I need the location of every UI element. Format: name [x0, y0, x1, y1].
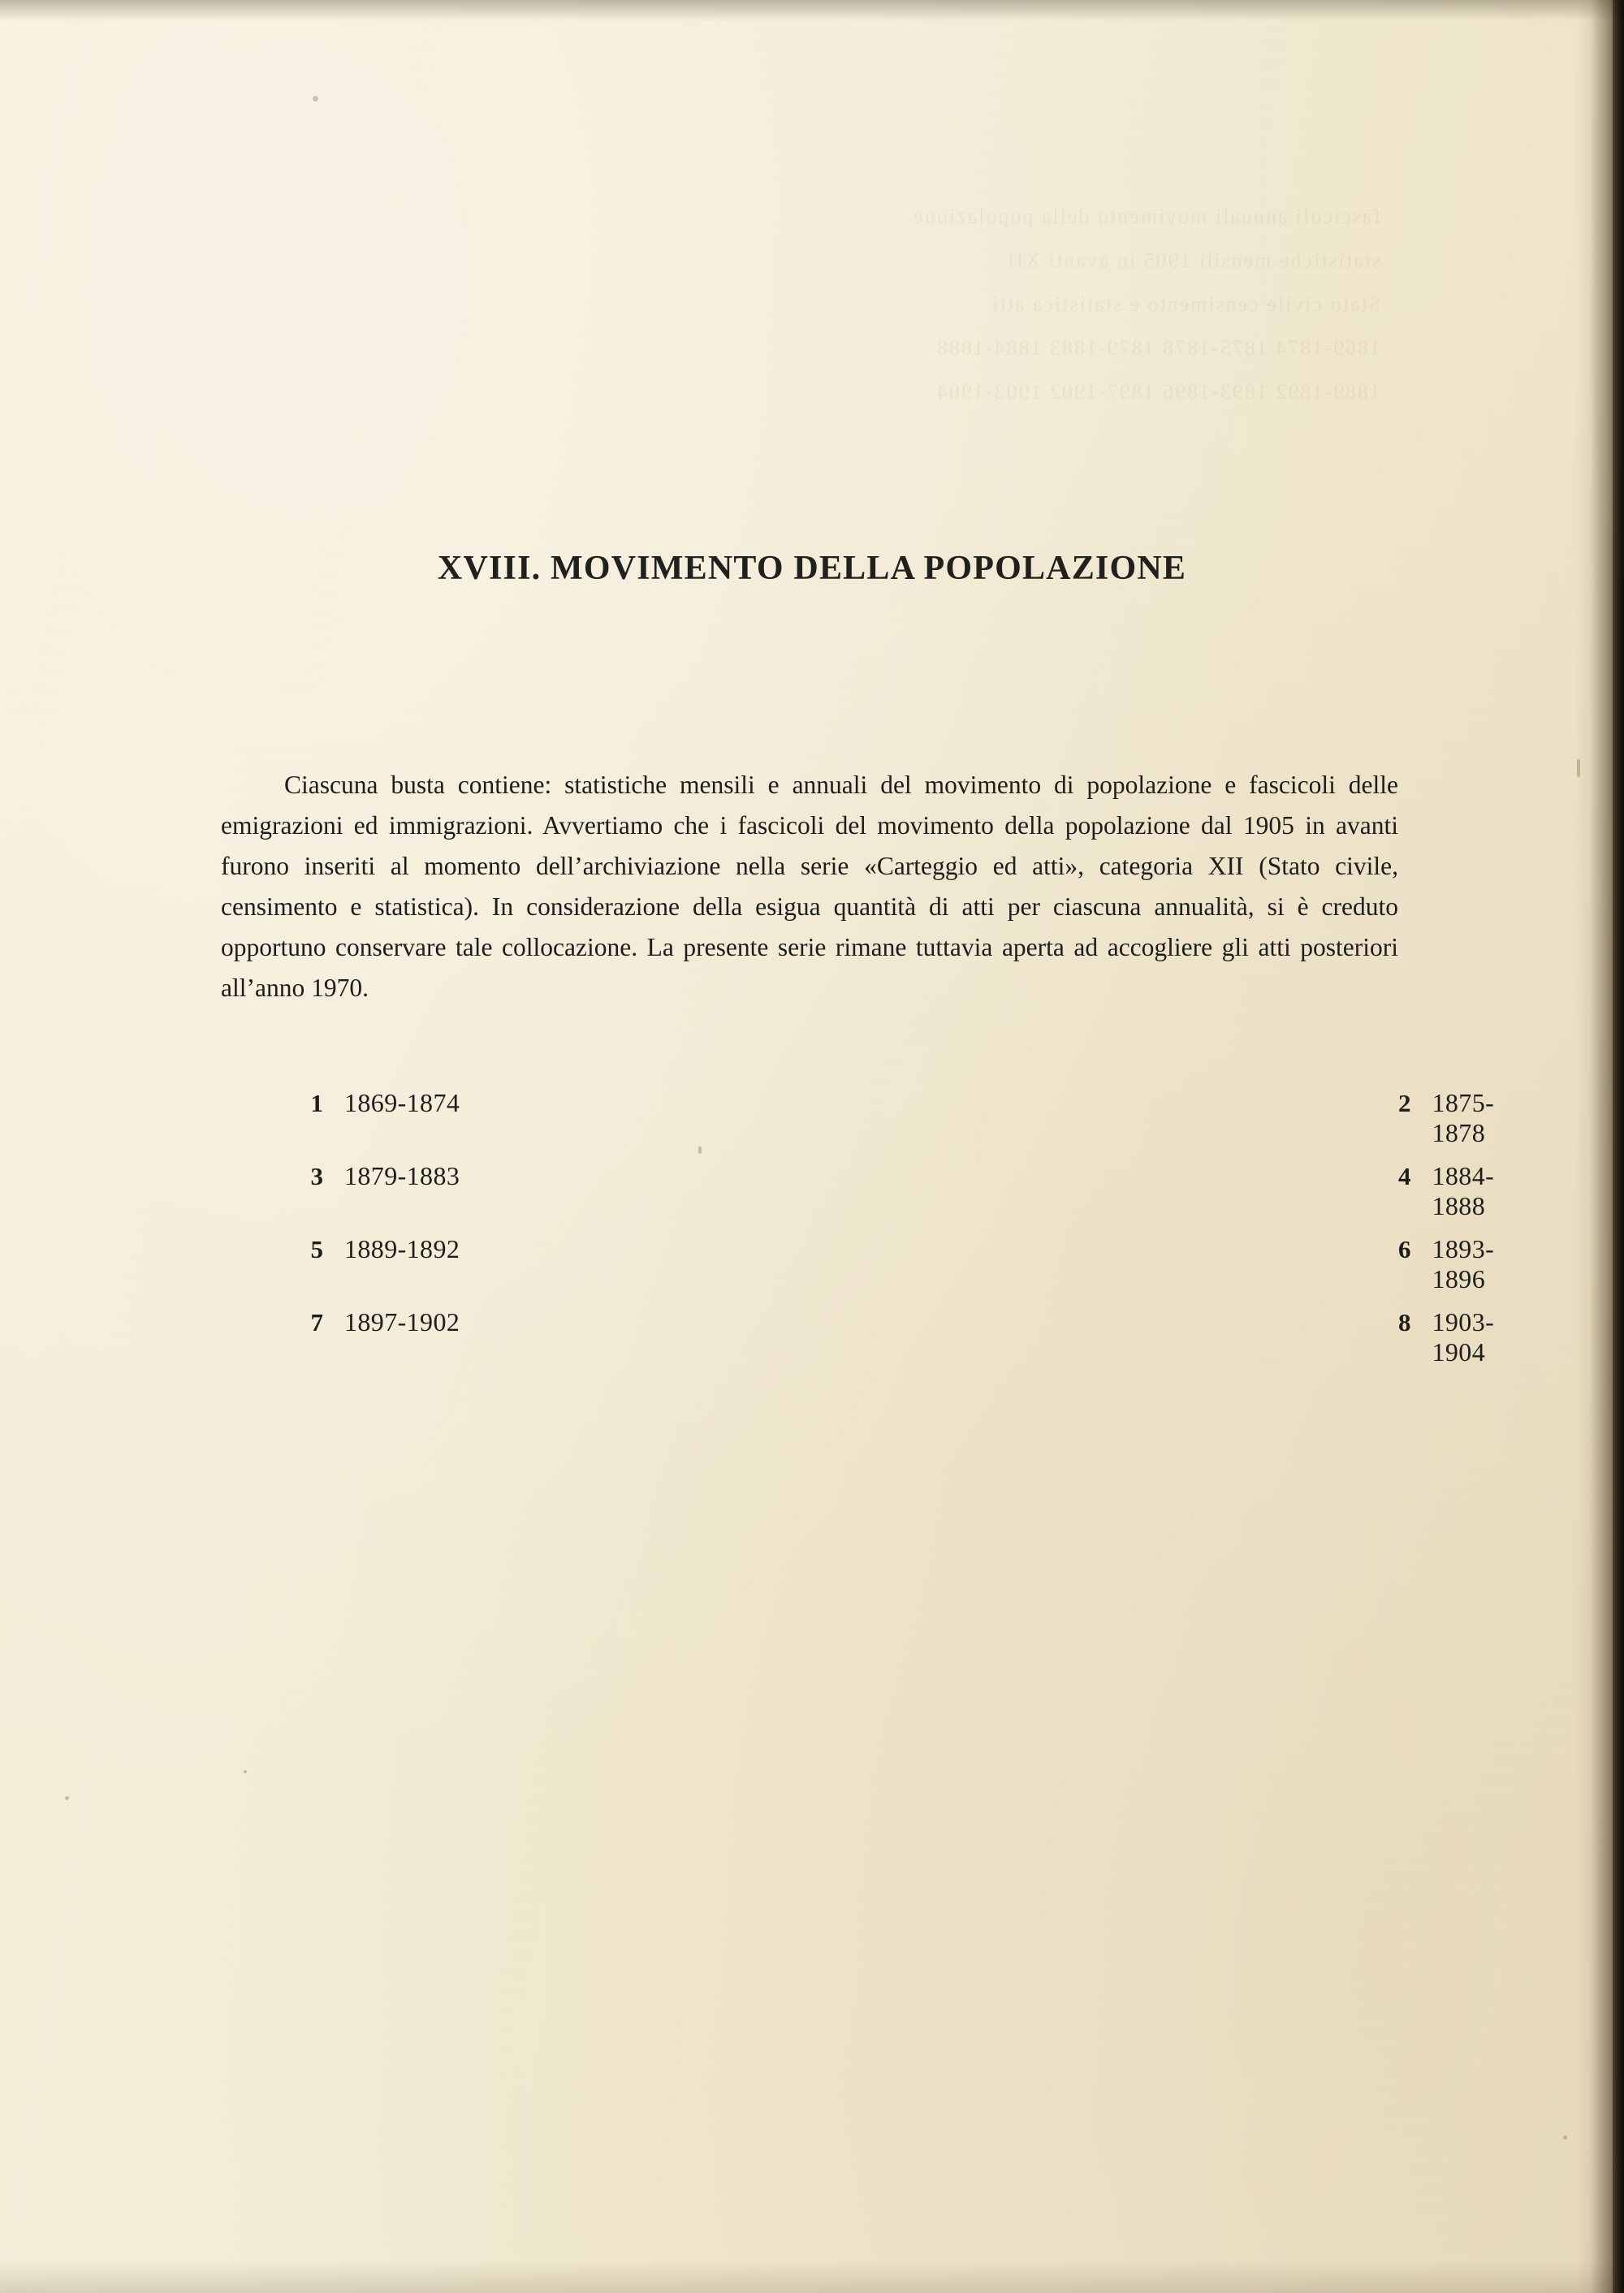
- showthrough-line: statistiche mensili 1905 in avanti XII: [1006, 248, 1380, 272]
- entry-number: 3: [310, 1162, 323, 1190]
- page-title: XVIII. MOVIMENTO DELLA POPOLAZIONE: [437, 550, 1187, 588]
- entry-number: 6: [1398, 1235, 1411, 1263]
- list-item: [710, 1161, 1495, 1221]
- entry-number: 4: [1398, 1162, 1411, 1190]
- showthrough-line: 1889-1892 1893-1896 1897-1902 1903-1904: [935, 380, 1380, 404]
- list-item: [221, 1088, 710, 1118]
- entry-number: 2: [1398, 1089, 1411, 1117]
- list-item: [710, 1307, 1495, 1367]
- intro-paragraph: Ciascuna busta contiene: statistiche mensili e annuali del movimento di popolazione e fascicoli delle emigrazioni ed immigrazioni. Avvertiamo che i fascicoli del movimento della popolazione dal 1905 in avanti furono inseriti al momento dell’archiviazione nella serie «Carteggio ed atti», categoria XII (Stato civile, censimento e statistica). In considerazione della esigua quantità di atti per ciascuna annualità, si è creduto opportuno conservare tale collocazione. La presente serie rimane tuttavia aperta ad accogliere gli atti posteriori all’anno 1970.: [221, 770, 1398, 1002]
- entry-number: 1: [310, 1089, 323, 1117]
- list-item: [710, 1234, 1495, 1294]
- entry-row: [221, 1234, 1495, 1307]
- showthrough-line: 1869-1874 1875-1878 1879-1883 1884-1888: [935, 336, 1380, 360]
- list-item: [221, 1234, 710, 1264]
- entry-row: [221, 1307, 1495, 1380]
- showthrough-line: Stato civile censimento e statistica atti: [991, 292, 1380, 316]
- entry-label: 1869-1874: [344, 1088, 460, 1117]
- entry-row: [221, 1088, 1495, 1161]
- list-item: [221, 1307, 710, 1337]
- entry-number: 8: [1398, 1308, 1411, 1337]
- entry-label: 1884-1888: [1432, 1161, 1495, 1220]
- entry-label: 1889-1892: [344, 1234, 460, 1263]
- list-item: [710, 1088, 1495, 1148]
- entry-number: 5: [310, 1235, 323, 1263]
- entry-label: 1893-1896: [1432, 1234, 1495, 1293]
- entry-label: 1903-1904: [1432, 1307, 1495, 1367]
- entry-label: 1875-1878: [1432, 1088, 1495, 1147]
- list-item: [221, 1161, 710, 1191]
- entry-list: [221, 1088, 1495, 1380]
- entry-number: 7: [310, 1308, 323, 1337]
- entry-row: [221, 1161, 1495, 1234]
- showthrough-line: fascicoli annuali movimento della popolazione: [912, 205, 1380, 228]
- entry-label: 1879-1883: [344, 1161, 460, 1190]
- entry-label: 1897-1902: [344, 1307, 460, 1337]
